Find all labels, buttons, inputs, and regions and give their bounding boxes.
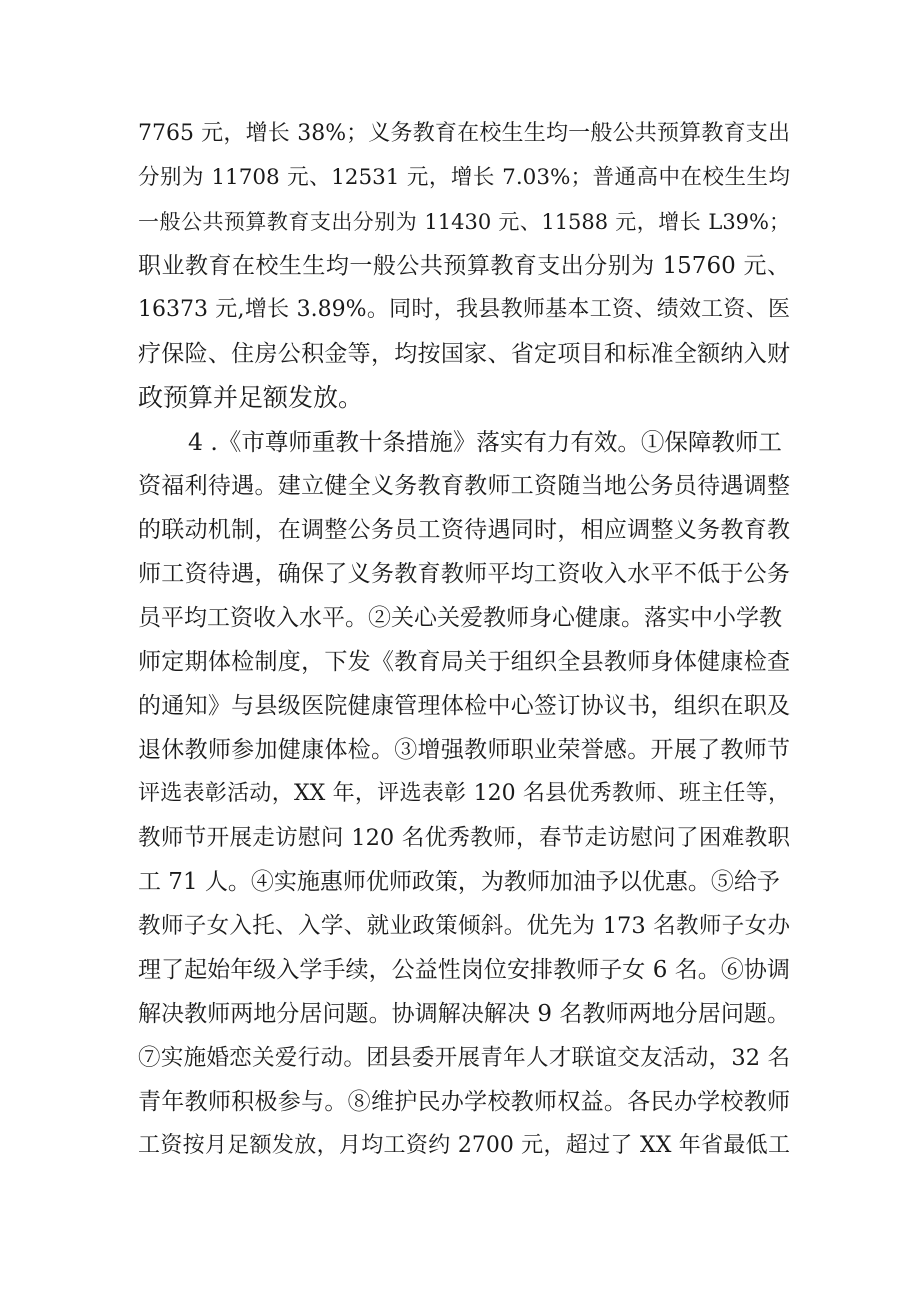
- text-line: 工 71 人。④实施惠师优师政策，为教师加油予以优惠。⑤给予: [138, 869, 780, 895]
- text-line: 师工资待遇，确保了义务教育教师平均工资收入水平不低于公务: [138, 561, 790, 587]
- paragraph-education-spending: [138, 112, 790, 420]
- text-line: 职业教育在校生生均一般公共预算教育支出分别为 15760 元、: [138, 253, 790, 279]
- text-line: 疗保险、住房公积金等，均按国家、省定项目和标准全额纳入财: [138, 341, 790, 367]
- text-line: 理了起始年级入学手续，公益性岗位安排教师子女 6 名。⑥协调: [138, 957, 790, 983]
- text-line: 教师节开展走访慰问 120 名优秀教师，春节走访慰问了困难教职: [138, 825, 790, 851]
- text-line: 评选表彰活动，XX 年，评选表彰 120 名县优秀教师、班主任等，: [138, 781, 790, 806]
- text-line: 7765 元，增长 38%；义务教育在校生生均一般公共预算教育支出: [138, 121, 790, 146]
- text-line: 分别为 11708 元、12531 元，增长 7.03%；普通高中在校生生均: [138, 165, 790, 190]
- text-line: 退休教师参加健康体检。③增强教师职业荣誉感。开展了教师节: [138, 737, 790, 763]
- paragraph-teacher-measures: [138, 420, 790, 1168]
- text-line: 资福利待遇。建立健全义务教育教师工资随当地公务员待遇调整: [138, 473, 790, 499]
- text-line: 解决教师两地分居问题。协调解决解决 9 名教师两地分居问题。: [138, 1001, 790, 1027]
- text-line: 师定期体检制度，下发《教育局关于组织全县教师身体健康检查: [138, 649, 790, 675]
- text-line: ⑦实施婚恋关爱行动。团县委开展青年人才联谊交友活动，32 名: [138, 1045, 790, 1071]
- document-body: [138, 112, 790, 1168]
- text-line: 一般公共预算教育支出分别为 11430 元、11588 元，增长 L39%；: [138, 210, 790, 234]
- text-line: 员平均工资收入水平。②关心关爱教师身心健康。落实中小学教: [138, 605, 782, 631]
- text-line: 的联动机制，在调整公务员工资待遇同时，相应调整义务教育教: [138, 517, 790, 543]
- text-line: 教师子女入托、入学、就业政策倾斜。优先为 173 名教师子女办: [138, 913, 790, 939]
- text-line: 的通知》与县级医院健康管理体检中心签订协议书，组织在职及: [138, 693, 790, 719]
- text-line: 工资按月足额发放，月均工资约 2700 元，超过了 XX 年省最低工: [138, 1133, 790, 1158]
- text-line: 青年教师积极参与。⑧维护民办学校教师权益。各民办学校教师: [138, 1089, 790, 1115]
- text-line: 4 .《市尊师重教十条措施》落实有力有效。①保障教师工: [188, 428, 782, 456]
- text-line: 政预算并足额发放。: [138, 383, 364, 412]
- text-line: 16373 元,增长 3.89%。同时，我县教师基本工资、绩效工资、医: [138, 297, 790, 322]
